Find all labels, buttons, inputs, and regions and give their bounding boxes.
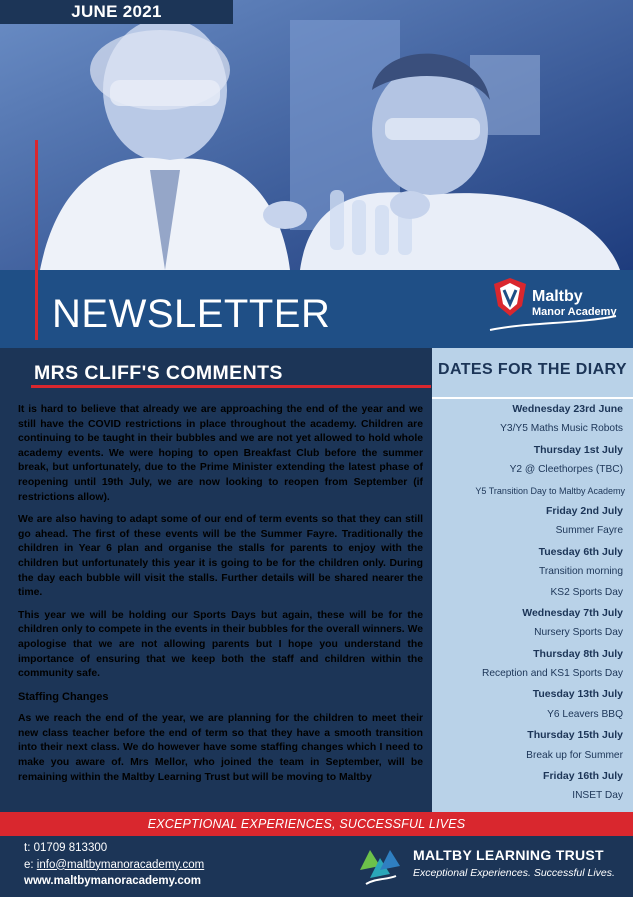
- diary-date: Friday 2nd July: [545, 504, 623, 517]
- diary-date: Tuesday 6th July: [538, 545, 623, 558]
- comments-paragraph: It is hard to believe that already we are approaching the end of the year and we still have the COVID restrictions in place throughout the academy. Children are continuing to be taught in their bubbles and we are not yet allowed to hold whole academy events. We were hoping to open Breakfast Club before the summer break, but unfortunately, due to the Prime Minister extending the latest phase of reopening until 19th July, we are now looking to reopen from September (if restrictions allow).: [18, 404, 423, 503]
- staffing-paragraph: As we reach the end of the year, we are planning for the children to meet their new class teacher before the end of term so that they have a smooth transition into their next class. We do however have some staffing changes which I need to make you aware of. Mrs Mellor, who joined the team in September, will be remaining within the Maltby Learning Trust but will be moving to Maltby: [18, 713, 423, 783]
- email-line: [24, 857, 204, 874]
- diary-date: Tuesday 13th July: [532, 688, 623, 701]
- comments-heading: MRS CLIFF'S COMMENTS: [34, 362, 283, 384]
- diary-event: Y3/Y5 Maths Music Robots: [500, 423, 623, 435]
- diary-event: Reception and KS1 Sports Day: [481, 668, 623, 680]
- accent-red-bar: [35, 140, 38, 340]
- diary-event: Y6 Leavers BBQ: [547, 708, 623, 720]
- strapline-banner: EXCEPTIONAL EXPERIENCES, SUCCESSFUL LIVES: [0, 812, 633, 836]
- comments-paragraph: We are also having to adapt some of our end of term events so that they can still go ahead. The first of these events will be the Summer Fayre. Traditionally the children in Year 6 plan and organise the stalls for parents to enjoy with the children but unfortunately this year it is going to be for the children only. During the day each bubble will visit the stalls. Further details will be shared nearer the time.: [18, 514, 423, 599]
- diary-date: Friday 16th July: [543, 770, 623, 783]
- email-prefix: e:: [24, 858, 37, 871]
- diary-heading: DATES FOR THE DIARY: [438, 361, 627, 378]
- email-link[interactable]: info@maltbymanoracademy.com: [36, 858, 205, 871]
- hero-photo: [0, 0, 633, 270]
- phone-number: t: 01709 813300: [24, 842, 108, 854]
- comments-heading-rule: [31, 385, 431, 388]
- page-title: NEWSLETTER: [52, 292, 331, 336]
- diary-event: Y2 @ Cleethorpes (TBC): [509, 464, 623, 476]
- comments-paragraph: This year we will be holding our Sports Days but again, these will be for the children only to compete in the events in their bubbles for the overall winners. We apologise that we are not allowing parents but I hope you understand the importance of ensuring that we keep both the staff and children within the community safe.: [18, 609, 423, 680]
- diary-date: Wednesday 7th July: [522, 606, 623, 619]
- diary-event: Y5 Transition Day to Maltby Academy: [475, 485, 625, 496]
- diary-event: KS2 Sports Day: [550, 586, 623, 598]
- school-logo-name: Maltby: [532, 288, 583, 305]
- hero-photo-illustration: [0, 0, 633, 270]
- issue-date-badge: JUNE 2021: [0, 0, 233, 24]
- website-link[interactable]: www.maltbymanoracademy.com: [24, 875, 202, 887]
- staffing-subheading: Staffing Changes: [18, 690, 109, 703]
- diary-event: Summer Fayre: [555, 525, 623, 537]
- diary-event: Break up for Summer: [526, 749, 623, 761]
- trust-name: MALTBY LEARNING TRUST: [413, 847, 604, 863]
- school-logo-subname: Manor Academy: [532, 306, 617, 318]
- diary-event: INSET Day: [572, 790, 623, 802]
- diary-date: Thursday 15th July: [527, 729, 623, 742]
- contact-details: [24, 840, 204, 890]
- trust-tagline: Exceptional Experiences. Successful Lives.: [413, 867, 615, 879]
- diary-date: Thursday 1st July: [533, 443, 623, 456]
- diary-event: Transition morning: [539, 566, 623, 578]
- diary-list: [432, 397, 633, 807]
- diary-date: Wednesday 23rd June: [512, 403, 623, 415]
- maltby-learning-trust-icon: [356, 840, 404, 888]
- comments-body: [18, 403, 423, 793]
- diary-date: Thursday 8th July: [533, 647, 623, 660]
- diary-event: Nursery Sports Day: [534, 627, 623, 639]
